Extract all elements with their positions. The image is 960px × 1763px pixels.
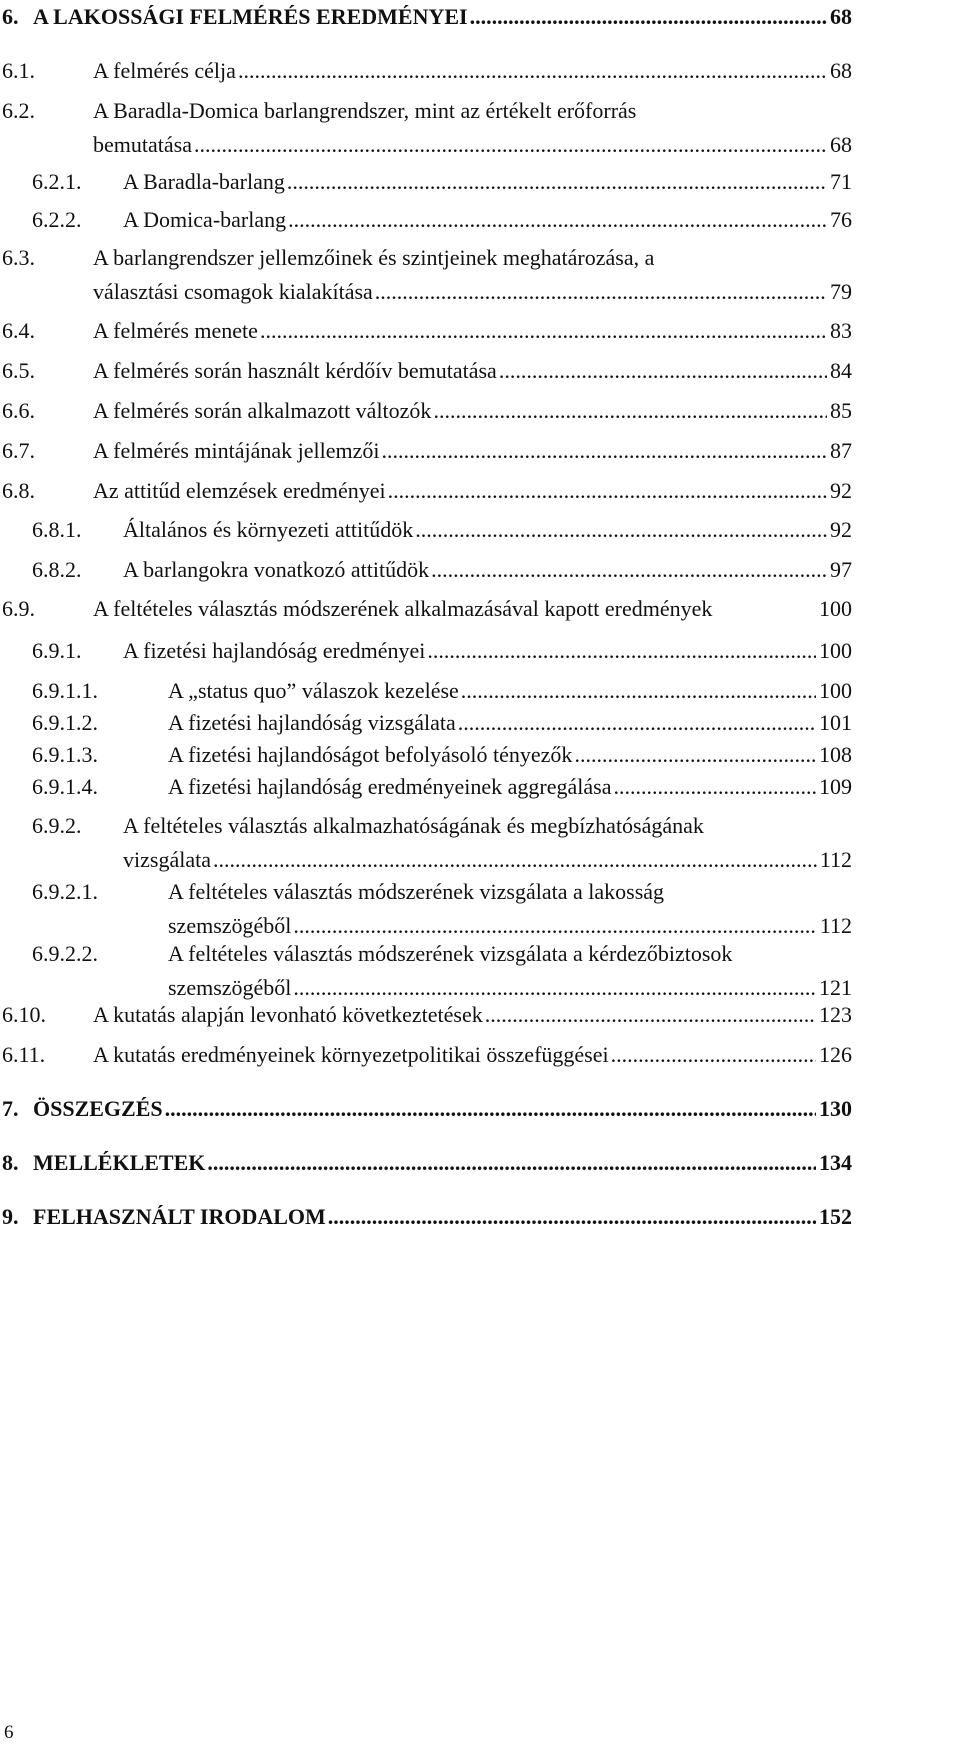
dot-leader [485, 1000, 816, 1030]
toc-number: 6.9.2. [32, 813, 82, 838]
page-number: 6 [4, 1722, 14, 1743]
toc-title: MELLÉKLETEK [33, 1150, 206, 1175]
toc-title: A feltételes választás módszerének alkalmazásával kapott eredmények [93, 596, 713, 621]
toc-title: vizsgálata [123, 847, 211, 872]
toc-number: 6. [2, 4, 19, 29]
toc-page-number: 112 [819, 913, 852, 938]
toc-number: 6.10. [2, 1002, 46, 1027]
toc-page-number: 121 [819, 975, 852, 1000]
toc-number: 8. [2, 1150, 19, 1175]
dot-leader [293, 973, 816, 1003]
toc-title: szemszögéből [168, 913, 292, 938]
toc-title: FELHASZNÁLT IRODALOM [33, 1204, 326, 1229]
dot-leader [293, 911, 816, 941]
toc-number: 7. [2, 1096, 19, 1121]
dot-leader [415, 515, 827, 545]
toc-title: A barlangrendszer jellemzőinek és szintjeinek meghatározása, a [93, 245, 655, 270]
toc-page-number: 126 [819, 1042, 852, 1067]
toc-page-number: 84 [830, 358, 852, 383]
toc-page-number: 130 [819, 1096, 852, 1121]
toc-page-number: 71 [830, 169, 852, 194]
toc-title: A felmérés során alkalmazott változók [93, 398, 432, 423]
toc-number: 6.8.2. [32, 557, 82, 582]
toc-title: A LAKOSSÁGI FELMÉRÉS EREDMÉNYEI [33, 4, 468, 29]
dot-leader [499, 356, 827, 386]
toc-page-number: 109 [819, 774, 852, 799]
toc-title: Az attitűd elemzések eredményei [93, 478, 386, 503]
dot-leader [238, 56, 827, 86]
toc-number: 6.9.1.1. [32, 678, 98, 703]
toc-number: 6.2. [2, 98, 35, 123]
toc-title: A barlangokra vonatkozó attitűdök [123, 557, 430, 582]
toc-title: A Baradla-barlang [123, 169, 285, 194]
toc-title: A feltételes választás módszerének vizsgálata a lakosság [168, 879, 665, 904]
toc-title: A fizetési hajlandóság vizsgálata [168, 710, 456, 735]
toc-title: A fizetési hajlandóság eredményei [123, 638, 426, 663]
dot-leader [287, 167, 827, 197]
dot-leader [433, 396, 827, 426]
toc-number: 6.7. [2, 438, 35, 463]
toc-page-number: 100 [819, 678, 852, 703]
toc-page-number: 87 [830, 438, 852, 463]
toc-page-number: 123 [819, 1002, 852, 1027]
toc-title: szemszögéből [168, 975, 292, 1000]
toc-page-number: 134 [819, 1150, 852, 1175]
toc-page-number: 85 [830, 398, 852, 423]
toc-title: A feltételes választás módszerének vizsgálata a kérdezőbiztosok [168, 941, 733, 966]
toc-number: 6.6. [2, 398, 35, 423]
toc-number: 6.5. [2, 358, 35, 383]
toc-number: 9. [2, 1204, 19, 1229]
toc-number: 6.9. [2, 596, 35, 621]
dot-leader [427, 636, 816, 666]
toc-title: A „status quo” válaszok kezelése [168, 678, 459, 703]
toc-number: 6.3. [2, 245, 35, 270]
toc-number: 6.4. [2, 318, 35, 343]
dot-leader [375, 277, 827, 307]
dot-leader [470, 2, 827, 32]
toc-title: Általános és környezeti attitűdök [123, 517, 414, 542]
toc-title: ÖSSZEGZÉS [33, 1096, 163, 1121]
dot-leader [260, 316, 827, 346]
toc-page-number: 68 [830, 132, 852, 157]
toc-title: A felmérés célja [93, 58, 236, 83]
toc-number: 6.11. [2, 1042, 46, 1067]
toc-title: A Baradla-Domica barlangrendszer, mint az értékelt erőforrás [93, 98, 637, 123]
toc-page-number: 112 [819, 847, 852, 872]
toc-number: 6.9.1.3. [32, 742, 98, 767]
toc-title: A fizetési hajlandóságot befolyásoló tényezők [168, 742, 573, 767]
dot-leader [461, 676, 816, 706]
toc-title: A Domica-barlang [123, 207, 287, 232]
dot-leader [165, 1094, 816, 1124]
dot-leader [458, 708, 816, 738]
toc-page-number: 108 [819, 742, 852, 767]
dot-leader [388, 476, 827, 506]
dot-leader [611, 1040, 816, 1070]
toc-title: bemutatása [93, 132, 192, 157]
toc-number: 6.1. [2, 58, 35, 83]
toc-number: 6.8.1. [32, 517, 82, 542]
toc-number: 6.9.1.2. [32, 710, 98, 735]
toc-title: A fizetési hajlandóság eredményeinek aggregálása [168, 774, 612, 799]
dot-leader [288, 205, 827, 235]
dot-leader [328, 1202, 816, 1232]
dot-leader [574, 740, 816, 770]
toc-title: A felmérés során használt kérdőív bemutatása [93, 358, 497, 383]
dot-leader [194, 130, 827, 160]
toc-title: A kutatás eredményeinek környezetpolitikai összefüggései [93, 1042, 609, 1067]
toc-number: 6.8. [2, 478, 35, 503]
toc-number: 6.9.1.4. [32, 774, 98, 799]
toc-page-number: 79 [830, 279, 852, 304]
toc-title: A feltételes választás alkalmazhatóságának és megbízhatóságának [123, 813, 704, 838]
toc-number: 6.9.2.2. [32, 941, 98, 966]
toc-page-number: 83 [830, 318, 852, 343]
toc-number: 6.9.1. [32, 638, 82, 663]
toc-number: 6.2.1. [32, 169, 82, 194]
toc-page-number: 152 [819, 1204, 852, 1229]
toc-page-number: 101 [819, 710, 852, 735]
toc-number: 6.2.2. [32, 207, 82, 232]
dot-leader [213, 845, 817, 875]
toc-page-number: 100 [819, 596, 852, 621]
dot-leader [207, 1148, 816, 1178]
toc-page-number: 68 [830, 58, 852, 83]
dot-leader [382, 436, 827, 466]
toc-page-number: 100 [819, 638, 852, 663]
toc-number: 6.9.2.1. [32, 879, 98, 904]
toc-title: A felmérés menete [93, 318, 258, 343]
toc-title: választási csomagok kialakítása [93, 279, 373, 304]
toc-title: A felmérés mintájának jellemzői [93, 438, 380, 463]
toc-page-number: 92 [830, 517, 852, 542]
toc-page-number: 68 [830, 4, 852, 29]
toc-title: A kutatás alapján levonható következtetések [93, 1002, 483, 1027]
toc-page-number: 76 [830, 207, 852, 232]
dot-leader [613, 772, 816, 802]
toc-page-number: 97 [830, 557, 852, 582]
toc-page-number: 92 [830, 478, 852, 503]
dot-leader [431, 555, 827, 585]
